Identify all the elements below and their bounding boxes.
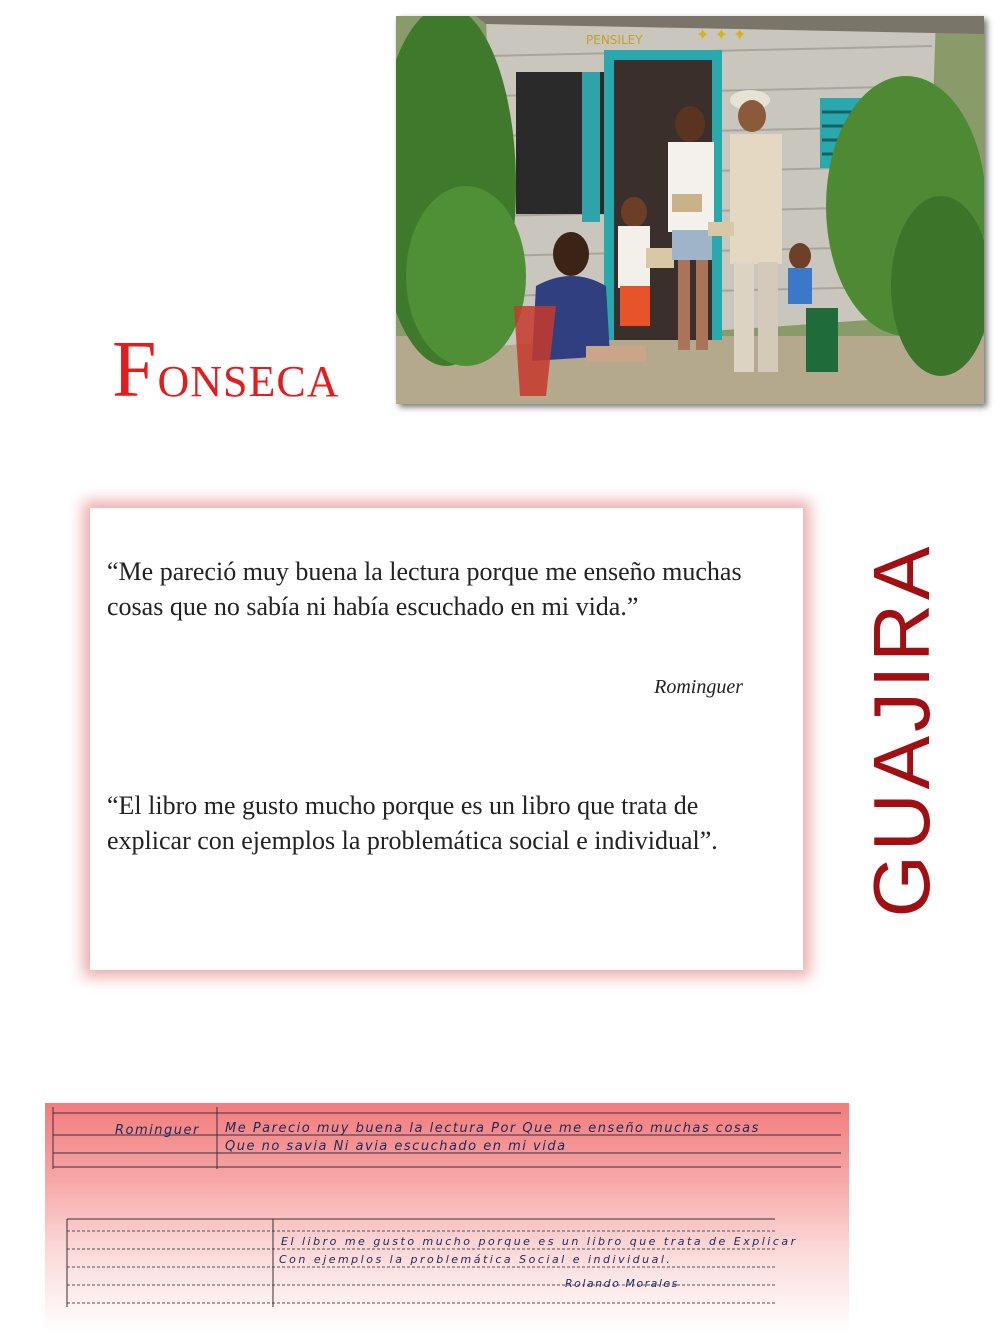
quote-author: Rominguer — [654, 676, 743, 698]
photo-illustration — [396, 16, 984, 404]
town-rest: ONSECA — [157, 357, 340, 406]
quote-card — [90, 508, 803, 970]
handwritten-line-4: Con ejemplos la problemática Social e individual. — [279, 1253, 673, 1266]
handwritten-signature: Rolando Morales — [565, 1277, 679, 1290]
quote-1: “Me pareció muy buena la lectura porque me enseño muchas cosas que no sabía ni había escuchado en mi vida.” — [107, 557, 742, 621]
region-title: GUAJIRA — [857, 542, 946, 918]
handwritten-line-3: El libro me gusto mucho porque es un libro que trata de Explicar — [281, 1235, 798, 1248]
photo-wall-text: PENSILEY — [586, 33, 643, 47]
town-title — [112, 326, 340, 414]
quote-2: “El libro me gusto mucho porque es un libro que trata de explicar con ejemplos la problemática social e individual”. — [107, 791, 718, 855]
handwritten-line-2: Que no savia Ni avia escuchado en mi vida — [225, 1139, 567, 1154]
town-initial: F — [112, 326, 158, 414]
svg-text:✦ ✦ ✦: ✦ ✦ ✦ — [696, 25, 747, 44]
handwritten-line-1: Me Parecio muy buena la lectura Por Que me enseño muchas cosas — [225, 1121, 760, 1136]
handwritten-scan — [45, 1103, 849, 1333]
handwritten-name: Rominguer — [115, 1123, 200, 1138]
photo-reading-session — [396, 16, 984, 404]
